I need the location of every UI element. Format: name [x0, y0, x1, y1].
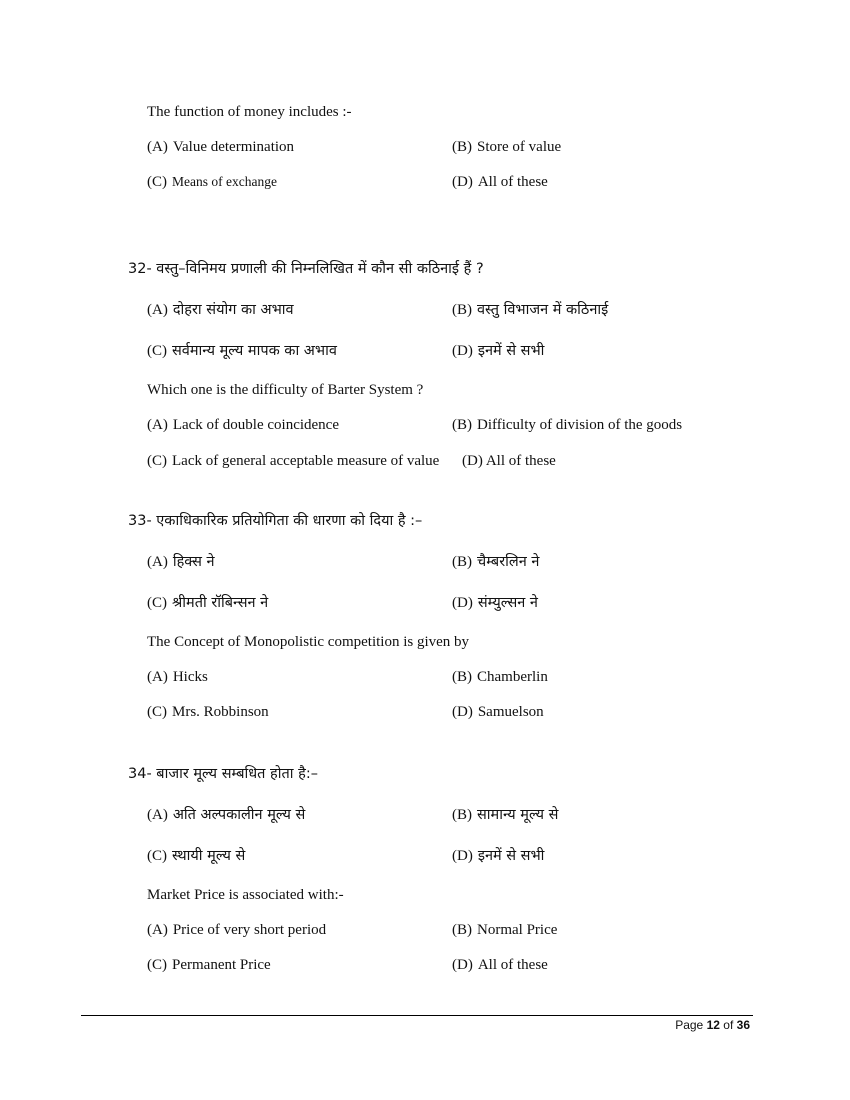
option-text: स्थायी मूल्य से [172, 848, 246, 864]
option-text: सर्वमान्य मूल्य मापक का अभाव [172, 343, 337, 359]
q32-hi-option-d [452, 341, 544, 361]
q34-hi-option-b [452, 805, 558, 825]
option-text: All of these [477, 957, 548, 973]
current-page: 12 [706, 1018, 720, 1032]
q33-en-option-c [147, 702, 269, 722]
q31-en-question: The function of money includes :- [147, 104, 352, 120]
option-key: (A) [147, 139, 168, 155]
option-key: (D) [452, 174, 473, 190]
page-number [675, 1018, 750, 1032]
option-key: (B) [452, 139, 472, 155]
option-key: (A) [147, 554, 168, 570]
option-key: (C) [147, 453, 167, 469]
q33-hi-option-b [452, 552, 539, 572]
q32-en-option-a [147, 415, 339, 435]
q34-en-option-a [147, 920, 326, 940]
q32-hi-question: 32- वस्तु–विनिमय प्रणाली की निम्नलिखित में कौन सी कठिनाई हैं ? [128, 261, 484, 277]
option-text: इनमें से सभी [477, 848, 545, 864]
q32-hi-option-b [452, 300, 608, 320]
option-key: (A) [147, 302, 168, 318]
option-key: (D) [452, 848, 473, 864]
option-text: Difficulty of division of the goods [477, 417, 683, 433]
option-key: (B) [452, 302, 472, 318]
option-key: (B) [452, 669, 472, 685]
q34-hi-question: 34- बाजार मूल्य सम्बधित होता है:– [128, 766, 318, 782]
option-text: All of these [477, 174, 548, 190]
option-key: (C) [147, 595, 167, 611]
option-text: Value determination [172, 139, 295, 155]
option-key: (B) [452, 922, 472, 938]
q32-en-option-d [462, 451, 556, 471]
option-text: Price of very short period [172, 922, 327, 938]
option-text: Permanent Price [172, 957, 271, 973]
q34-hi-option-d [452, 846, 544, 866]
option-key: (B) [452, 807, 472, 823]
q34-en-option-b [452, 920, 557, 940]
q34-hi-option-c [147, 846, 245, 866]
q33-en-option-a [147, 667, 208, 687]
page-word: Page [675, 1018, 704, 1032]
option-text: दोहरा संयोग का अभाव [172, 302, 294, 318]
footer-rule [81, 1015, 753, 1016]
option-key: (A) [147, 807, 168, 823]
q33-hi-option-c [147, 593, 268, 613]
option-key: (C) [147, 704, 167, 720]
option-key: (D) [452, 595, 473, 611]
option-text: चैम्बरलिन ने [477, 554, 540, 570]
q31-en-option-a [147, 137, 294, 157]
option-text: सामान्य मूल्य से [477, 807, 559, 823]
option-key: (D) [462, 453, 483, 469]
option-text: अति अल्पकालीन मूल्य से [172, 807, 306, 823]
option-text: श्रीमती रॉबिन्सन ने [172, 595, 269, 611]
option-text: Chamberlin [477, 669, 548, 685]
option-key: (D) [452, 343, 473, 359]
q31-en-option-d [452, 172, 548, 192]
q34-en-question: Market Price is associated with:- [147, 887, 344, 903]
q34-hi-option-a [147, 805, 305, 825]
option-key: (B) [452, 417, 472, 433]
option-text: Lack of general acceptable measure of value [172, 453, 440, 469]
option-text: Means of exchange [172, 174, 277, 189]
option-key: (A) [147, 417, 168, 433]
option-key: (C) [147, 174, 167, 190]
of-word: of [723, 1018, 734, 1032]
q33-en-question: The Concept of Monopolistic competition is given by [147, 634, 470, 650]
option-text: Hicks [172, 669, 208, 685]
q32-en-option-b [452, 415, 682, 435]
option-text: Mrs. Robbinson [172, 704, 269, 720]
total-pages: 36 [736, 1018, 750, 1032]
option-key: (C) [147, 848, 167, 864]
q33-en-option-b [452, 667, 548, 687]
option-text: Samuelson [477, 704, 544, 720]
q34-en-option-c [147, 955, 271, 975]
q33-en-option-d [452, 702, 544, 722]
option-key: (C) [147, 957, 167, 973]
option-key: (D) [452, 957, 473, 973]
option-key: (B) [452, 554, 472, 570]
option-text: Store of value [477, 139, 562, 155]
option-key: (A) [147, 922, 168, 938]
option-key: (C) [147, 343, 167, 359]
q33-hi-question: 33- एकाधिकारिक प्रतियोगिता की धारणा को दिया है :– [128, 513, 423, 529]
q33-hi-option-a [147, 552, 215, 572]
option-text: इनमें से सभी [477, 343, 545, 359]
option-text: Lack of double coincidence [172, 417, 339, 433]
option-text: All of these [485, 453, 556, 469]
option-key: (A) [147, 669, 168, 685]
q32-en-option-c [147, 451, 439, 471]
option-text: Normal Price [477, 922, 558, 938]
q32-hi-option-c [147, 341, 337, 361]
q32-hi-option-a [147, 300, 294, 320]
q31-en-option-b [452, 137, 561, 157]
q33-hi-option-d [452, 593, 538, 613]
option-text: संम्युल्सन ने [477, 595, 538, 611]
option-key: (D) [452, 704, 473, 720]
q31-en-option-c [147, 172, 277, 192]
option-text: हिक्स ने [172, 554, 215, 570]
q34-en-option-d [452, 955, 548, 975]
option-text: वस्तु विभाजन में कठिनाई [477, 302, 609, 318]
q32-en-question: Which one is the difficulty of Barter System ? [147, 382, 424, 398]
